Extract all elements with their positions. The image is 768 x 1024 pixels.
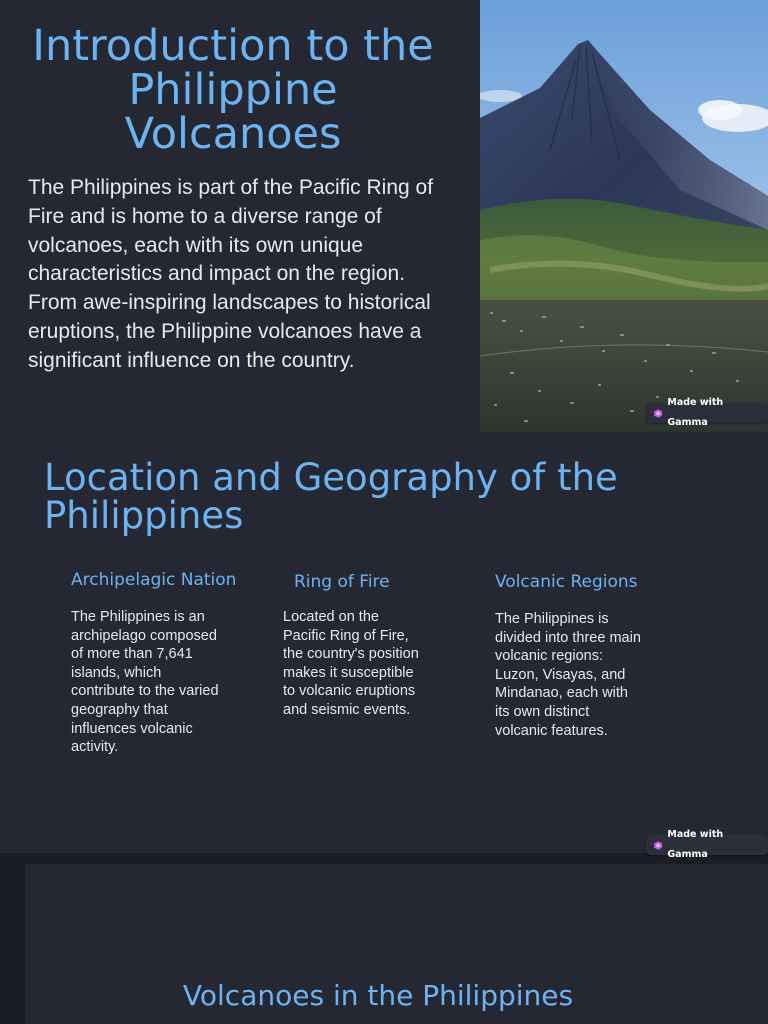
column-text: Located on the Pacific Ring of Fire, the country's position makes it susceptible to volcanic eruptions and seismic events.	[283, 609, 419, 718]
intro-paragraph: The Philippines is part of the Pacific Ring of Fire and is home to a diverse range of volcanoes, each with its own unique characteristics and impact on the region. From awe-inspiring landscapes to historical eruptions, the Philippine volcanoes have a significant influence on the country.	[28, 176, 434, 372]
column-heading: Volcanic Regions	[495, 572, 638, 592]
volcanoes-title: Volcanoes in the Philippines	[182, 979, 574, 1012]
made-with-gamma-badge[interactable]	[646, 829, 768, 860]
location-title: Location and Geography of the Philippines	[44, 456, 618, 537]
slide-volcanoes-list	[25, 864, 768, 1024]
intro-text-panel	[0, 0, 480, 432]
mayon-volcano-photo	[480, 0, 768, 432]
column-text: The Philippines is an archipelago composed of more than 7,641 islands, which contribute to the varied geography that influences volcanic activity.	[71, 609, 219, 756]
column-archipelagic-nation	[71, 570, 237, 757]
slide-intro	[0, 0, 768, 432]
badge-label: Made with Gamma	[667, 829, 724, 860]
badge-label: Made with Gamma	[667, 397, 724, 428]
column-volcanic-regions	[495, 572, 641, 740]
column-ring-of-fire	[283, 572, 419, 720]
column-text: The Philippines is divided into three main volcanic regions: Luzon, Visayas, and Mindanao, each with its own distinct volcanic features.	[495, 611, 641, 739]
slide-location-geography	[0, 432, 768, 853]
intro-title: Introduction to the Philippine Volcanoes	[32, 21, 434, 159]
gamma-logo-icon	[654, 409, 662, 418]
column-heading: Ring of Fire	[294, 572, 390, 592]
gamma-logo-icon	[654, 841, 662, 850]
column-heading: Archipelagic Nation	[71, 570, 237, 590]
made-with-gamma-badge[interactable]	[646, 397, 768, 428]
